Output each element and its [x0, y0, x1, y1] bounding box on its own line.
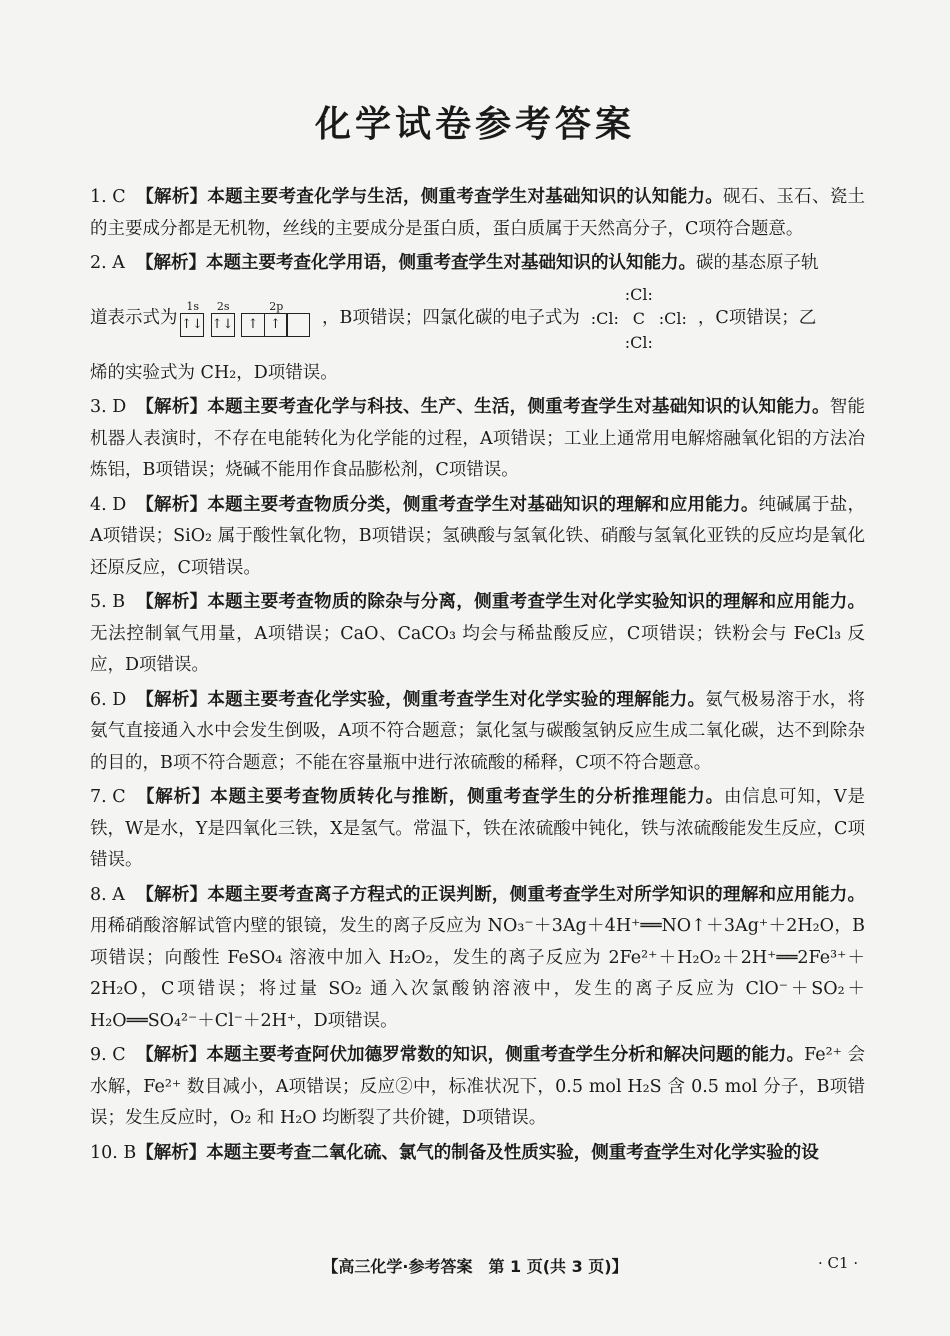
item-text: 用稀硝酸溶解试管内壁的银镜，发生的离子反应为 NO₃⁻＋3Ag＋4H⁺══NO↑＋3Ag⁺＋2H₂O，B项错误；向酸性 FeSO₄ 溶液中加入 H₂O₂，发生的离子反应为 2Fe²⁺＋H₂O₂＋2H⁺══2Fe³⁺＋2H₂O，C项错误；将过量 SO₂ 通入次氯酸钠溶液中，发生的离子反应为 ClO⁻＋SO₂＋H₂O══SO₄²⁻＋Cl⁻＋2H⁺，D项错误。	[90, 916, 865, 1031]
orbital-box: ↑↓	[211, 313, 235, 337]
lewis-bottom-cl: :Cl:	[624, 332, 653, 352]
item-number: 3. D	[90, 397, 127, 417]
item-number: 6. D	[90, 689, 127, 710]
item-focus: 本题主要考查离子方程式的正误判断，侧重考查学生对所学知识的理解和应用能力。	[207, 884, 866, 905]
item-number: 4. D	[90, 494, 127, 515]
orbital-suffix: ，C项错误；乙	[697, 307, 817, 328]
lewis-right-cl: :Cl:	[658, 308, 687, 328]
answer-item-3	[90, 392, 865, 487]
page-footer: 【高三化学·参考答案 第 1 页(共 3 页)】	[322, 1257, 628, 1276]
analysis-tag: 【解析】	[136, 187, 208, 207]
lewis-left-cl: :Cl:	[590, 308, 619, 328]
answer-item-1	[90, 182, 865, 245]
item-text: 碳的基态原子轨	[696, 253, 819, 273]
answer-item-4	[90, 490, 865, 585]
orbital-box: ↑↓	[180, 313, 204, 337]
item-number: 10. B	[90, 1142, 137, 1163]
item-focus: 本题主要考查化学实验，侧重考查学生对化学实验的理解能力。	[207, 689, 706, 710]
item-focus: 本题主要考查化学与科技、生产、生活，侧重考查学生对基础知识的认知能力。	[207, 397, 830, 417]
answer-item-7	[90, 782, 865, 877]
item-number: 9. C	[90, 1045, 126, 1065]
item-text-end: 烯的实验式为 CH₂，D项错误。	[90, 362, 338, 383]
item-focus: 本题主要考查物质的除杂与分离，侧重考查学生对化学实验知识的理解和应用能力。	[207, 592, 866, 612]
item-focus: 本题主要考查二氧化硫、氯气的制备及性质实验，侧重考查学生对化学实验的设	[206, 1142, 819, 1163]
item-number: 7. C	[90, 787, 126, 807]
answer-list	[90, 182, 865, 1172]
item-focus: 本题主要考查化学与生活，侧重考查学生对基础知识的认知能力。	[207, 187, 724, 207]
orbital-mid-text: ，B项错误；四氯化碳的电子式为	[322, 307, 580, 328]
orbital-label: 2p	[269, 299, 284, 313]
answer-item-8	[90, 880, 865, 1038]
answer-item-9	[90, 1040, 865, 1135]
item-text: 砚石、玉石、瓷土的主要成分都是无机物，丝线的主要成分是蛋白质，蛋白质属于天然高分子，C项符合题意。	[90, 187, 866, 239]
item-number: 2. A	[90, 253, 125, 273]
item-focus: 本题主要考查阿伏加德罗常数的知识，侧重考查学生分析和解决问题的能力。	[206, 1045, 805, 1065]
item-number: 1. C	[90, 187, 126, 207]
analysis-tag: 【解析】	[136, 787, 211, 807]
orbital-2p	[243, 301, 311, 337]
orbital-line	[90, 280, 865, 358]
orbital-box: ↑	[241, 313, 265, 337]
orbital-prefix: 道表示式为	[90, 307, 178, 328]
lewis-center-c: C	[632, 308, 645, 328]
orbital-box: ↑	[264, 313, 288, 337]
item-text: Fe²⁺ 会水解，Fe²⁺ 数目减小，A项错误；反应②中，标准状况下，0.5 mol H₂S 含 0.5 mol 分子，B项错误；发生反应时，O₂ 和 H₂O 均断裂了共价键，D项错误。	[90, 1045, 866, 1128]
page-title: 化学试卷参考答案	[314, 104, 635, 145]
item-text: 智能机器人表演时，不存在电能转化为化学能的过程，A项错误；工业上通常用电解熔融氧化铝的方法冶炼铝，B项错误；烧碱不能用作食品膨松剂，C项错误。	[90, 397, 866, 480]
answer-item-5	[90, 587, 865, 682]
item-number: 5. B	[90, 592, 126, 612]
orbital-diagram	[182, 301, 319, 337]
answer-item-6	[90, 685, 865, 780]
item-focus: 本题主要考查化学用语，侧重考查学生对基础知识的认知能力。	[206, 253, 696, 273]
analysis-tag: 【解析】	[136, 1142, 207, 1163]
analysis-tag: 【解析】	[136, 494, 208, 515]
lewis-structure	[586, 283, 692, 355]
orbital-box	[286, 313, 310, 337]
item-text: 纯碱属于盐，A项错误；SiO₂ 属于酸性氧化物，B项错误；氢碘酸与氢氧化铁、硝酸与氢氧化亚铁的反应均是氧化还原反应，C项错误。	[90, 494, 866, 578]
lewis-top-cl: :Cl:	[624, 284, 653, 304]
item-focus: 本题主要考查物质转化与推断，侧重考查学生的分析推理能力。	[210, 787, 724, 807]
analysis-tag: 【解析】	[136, 1045, 207, 1065]
item-text: 无法控制氧气用量，A项错误；CaO、CaCO₃ 均会与稀盐酸反应，C项错误；铁粉会与 FeCl₃ 反应，D项错误。	[90, 623, 865, 675]
analysis-tag: 【解析】	[136, 689, 208, 710]
orbital-2s	[212, 301, 235, 337]
analysis-tag: 【解析】	[136, 397, 208, 417]
analysis-tag: 【解析】	[136, 592, 208, 612]
analysis-tag: 【解析】	[136, 253, 206, 273]
item-focus: 本题主要考查物质分类，侧重考查学生对基础知识的理解和应用能力。	[207, 494, 759, 515]
page-code: · C1 ·	[818, 1254, 859, 1272]
item-text: 由信息可知，V是铁，W是水，Y是四氧化三铁，X是氢气。常温下，铁在浓硫酸中钝化，铁与浓硫酸能发生反应，C项错误。	[90, 787, 866, 870]
answer-item-10	[90, 1138, 865, 1170]
orbital-label: 1s	[186, 299, 200, 313]
orbital-label: 2s	[216, 299, 230, 313]
orbital-1s	[182, 301, 205, 337]
item-number: 8. A	[90, 884, 125, 905]
analysis-tag: 【解析】	[136, 884, 208, 905]
answer-item-2	[90, 248, 865, 389]
item-text: 氨气极易溶于水，将氨气直接通入水中会发生倒吸，A项不符合题意；氯化氢与碳酸氢钠反应生成二氧化碳，达不到除杂的目的，B项不符合题意；不能在容量瓶中进行浓硫酸的稀释，C项不符合题意。	[90, 689, 866, 773]
